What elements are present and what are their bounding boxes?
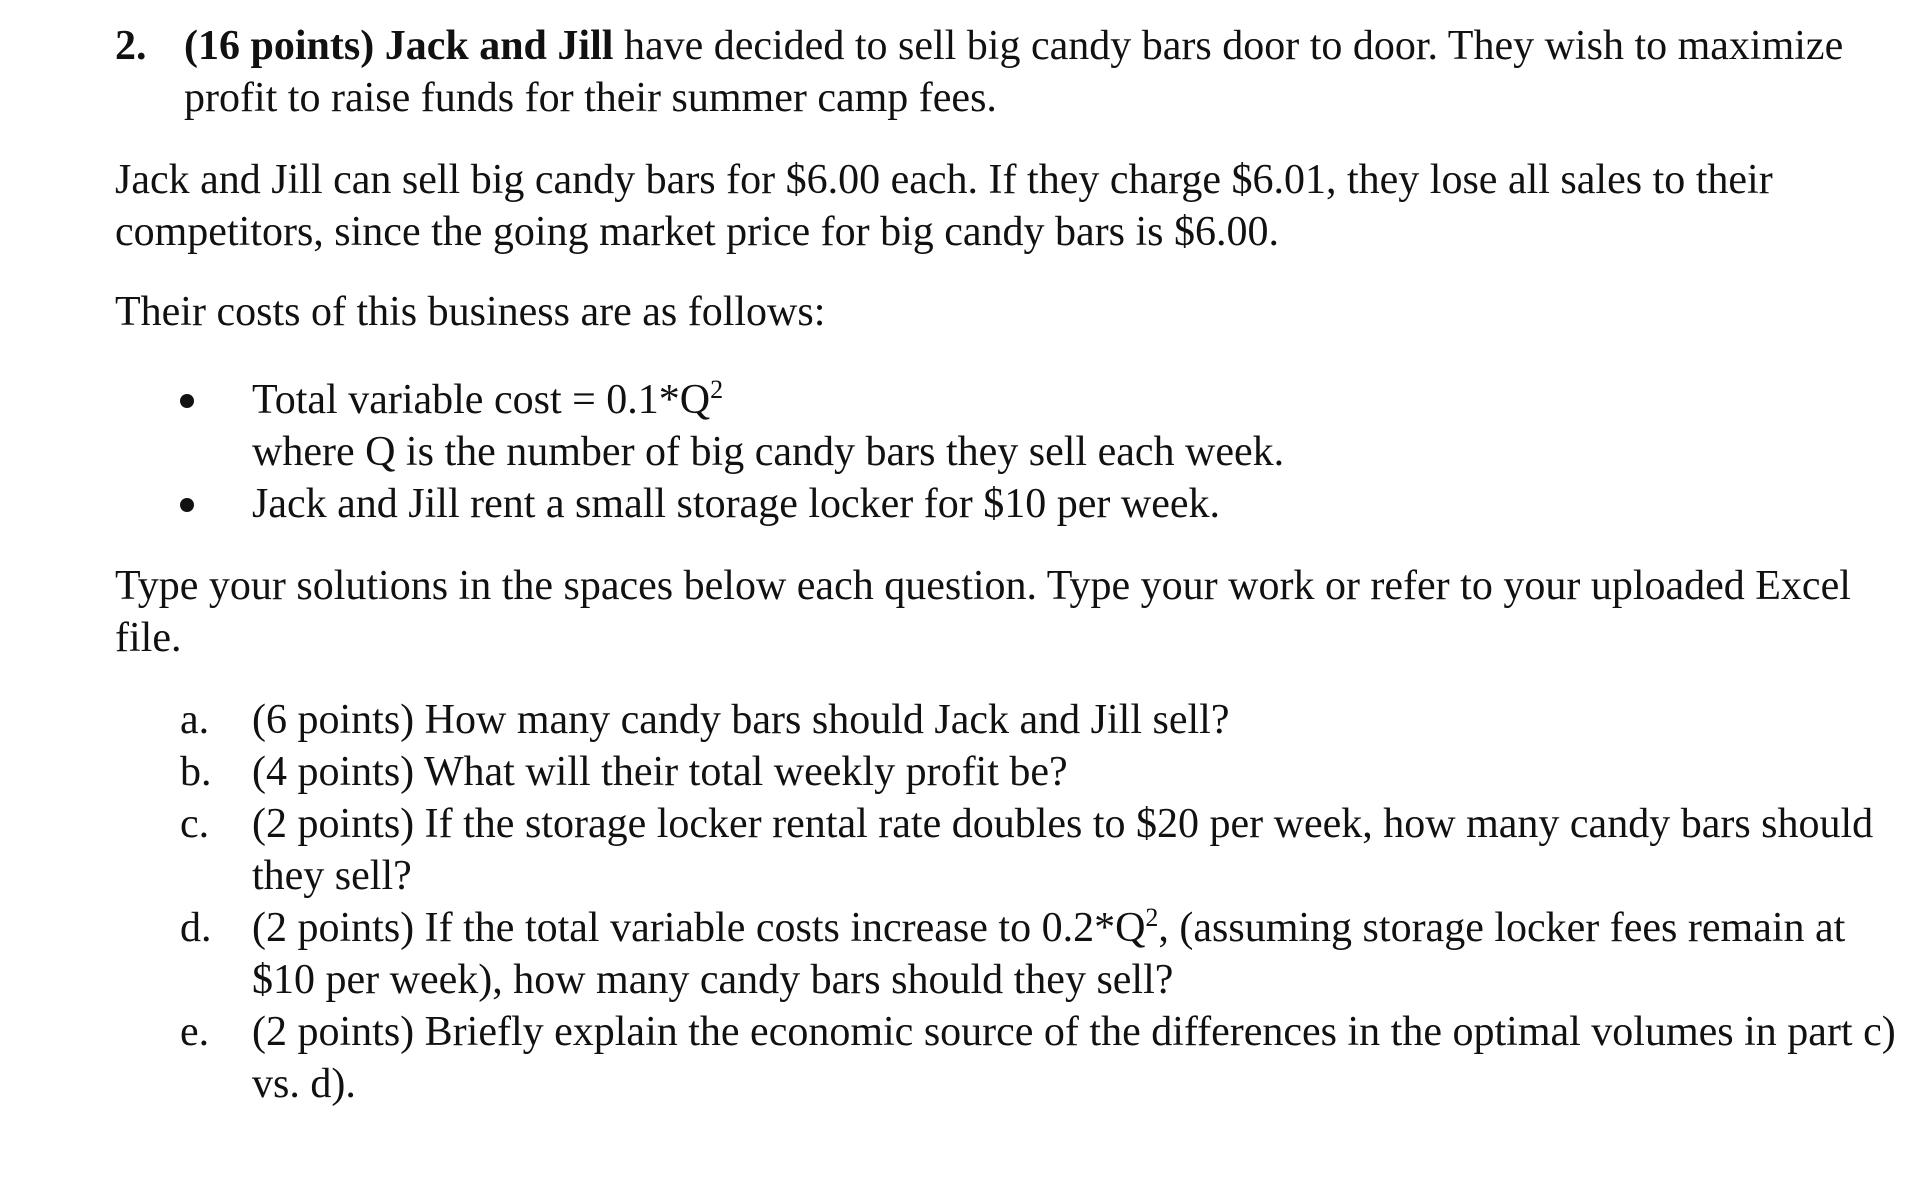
question-d: [180, 902, 1900, 1006]
bullet-icon: [180, 498, 194, 512]
problem-names: Jack and Jill: [384, 23, 614, 69]
question-text: (4 points) What will their total weekly profit be?: [252, 749, 1068, 795]
question-text-suffix: , (assuming storage locker fees remain at: [1158, 905, 1846, 951]
question-text: (2 points) If the storage locker rental rate doubles to $20 per week, how many candy bars should: [252, 801, 1874, 847]
question-b: [180, 746, 1900, 798]
question-exponent: 2: [1145, 903, 1159, 932]
problem-intro-line2: profit to raise funds for their summer camp fees.: [184, 75, 997, 121]
instructions-paragraph: [115, 560, 1895, 664]
question-text-cont: vs. d).: [252, 1061, 356, 1107]
question-text: (6 points) How many candy bars should Jack and Jill sell?: [252, 697, 1230, 743]
bullet-item-variable-cost: [180, 374, 1880, 478]
instructions-line2: file.: [115, 615, 182, 661]
problem-statement: [115, 20, 1895, 124]
question-text: (2 points) Briefly explain the economic source of the differences in the optimal volumes in part c): [252, 1009, 1896, 1055]
storage-cost-text: Jack and Jill rent a small storage locker for $10 per week.: [252, 481, 1220, 527]
question-list: [180, 694, 1900, 1110]
pricing-line2: competitors, since the going market price for big candy bars is $6.00.: [115, 209, 1280, 255]
question-label: b.: [180, 749, 212, 795]
question-c: [180, 798, 1900, 902]
bullet-icon: [180, 394, 194, 408]
problem-intro-line1: have decided to sell big candy bars door to door. They wish to maximize: [613, 23, 1844, 69]
question-label: e.: [180, 1009, 210, 1055]
problem-points: (16 points): [184, 23, 375, 69]
question-e: [180, 1006, 1900, 1110]
variable-cost-exponent: 2: [710, 375, 724, 404]
question-a: [180, 694, 1900, 746]
question-label: d.: [180, 905, 212, 951]
question-label: c.: [180, 801, 210, 847]
cost-bullet-list: [180, 374, 1880, 530]
bullet-item-storage: [180, 478, 1880, 530]
variable-cost-formula: Total variable cost = 0.1*Q: [252, 377, 711, 423]
instructions-line1: Type your solutions in the spaces below each question. Type your work or refer to your uploaded Excel: [115, 563, 1851, 609]
question-text-cont: $10 per week), how many candy bars should they sell?: [252, 957, 1174, 1003]
question-label: a.: [180, 697, 210, 743]
question-text-cont: they sell?: [252, 853, 412, 899]
costs-intro: Their costs of this business are as follows:: [115, 289, 826, 335]
question-text: (2 points) If the total variable costs increase to 0.2*Q: [252, 905, 1146, 951]
pricing-line1: Jack and Jill can sell big candy bars for $6.00 each. If they charge $6.01, they lose all sales to their: [115, 157, 1773, 203]
variable-cost-note: where Q is the number of big candy bars they sell each week.: [252, 429, 1285, 475]
pricing-paragraph: [115, 154, 1895, 258]
problem-number: 2.: [115, 23, 147, 69]
